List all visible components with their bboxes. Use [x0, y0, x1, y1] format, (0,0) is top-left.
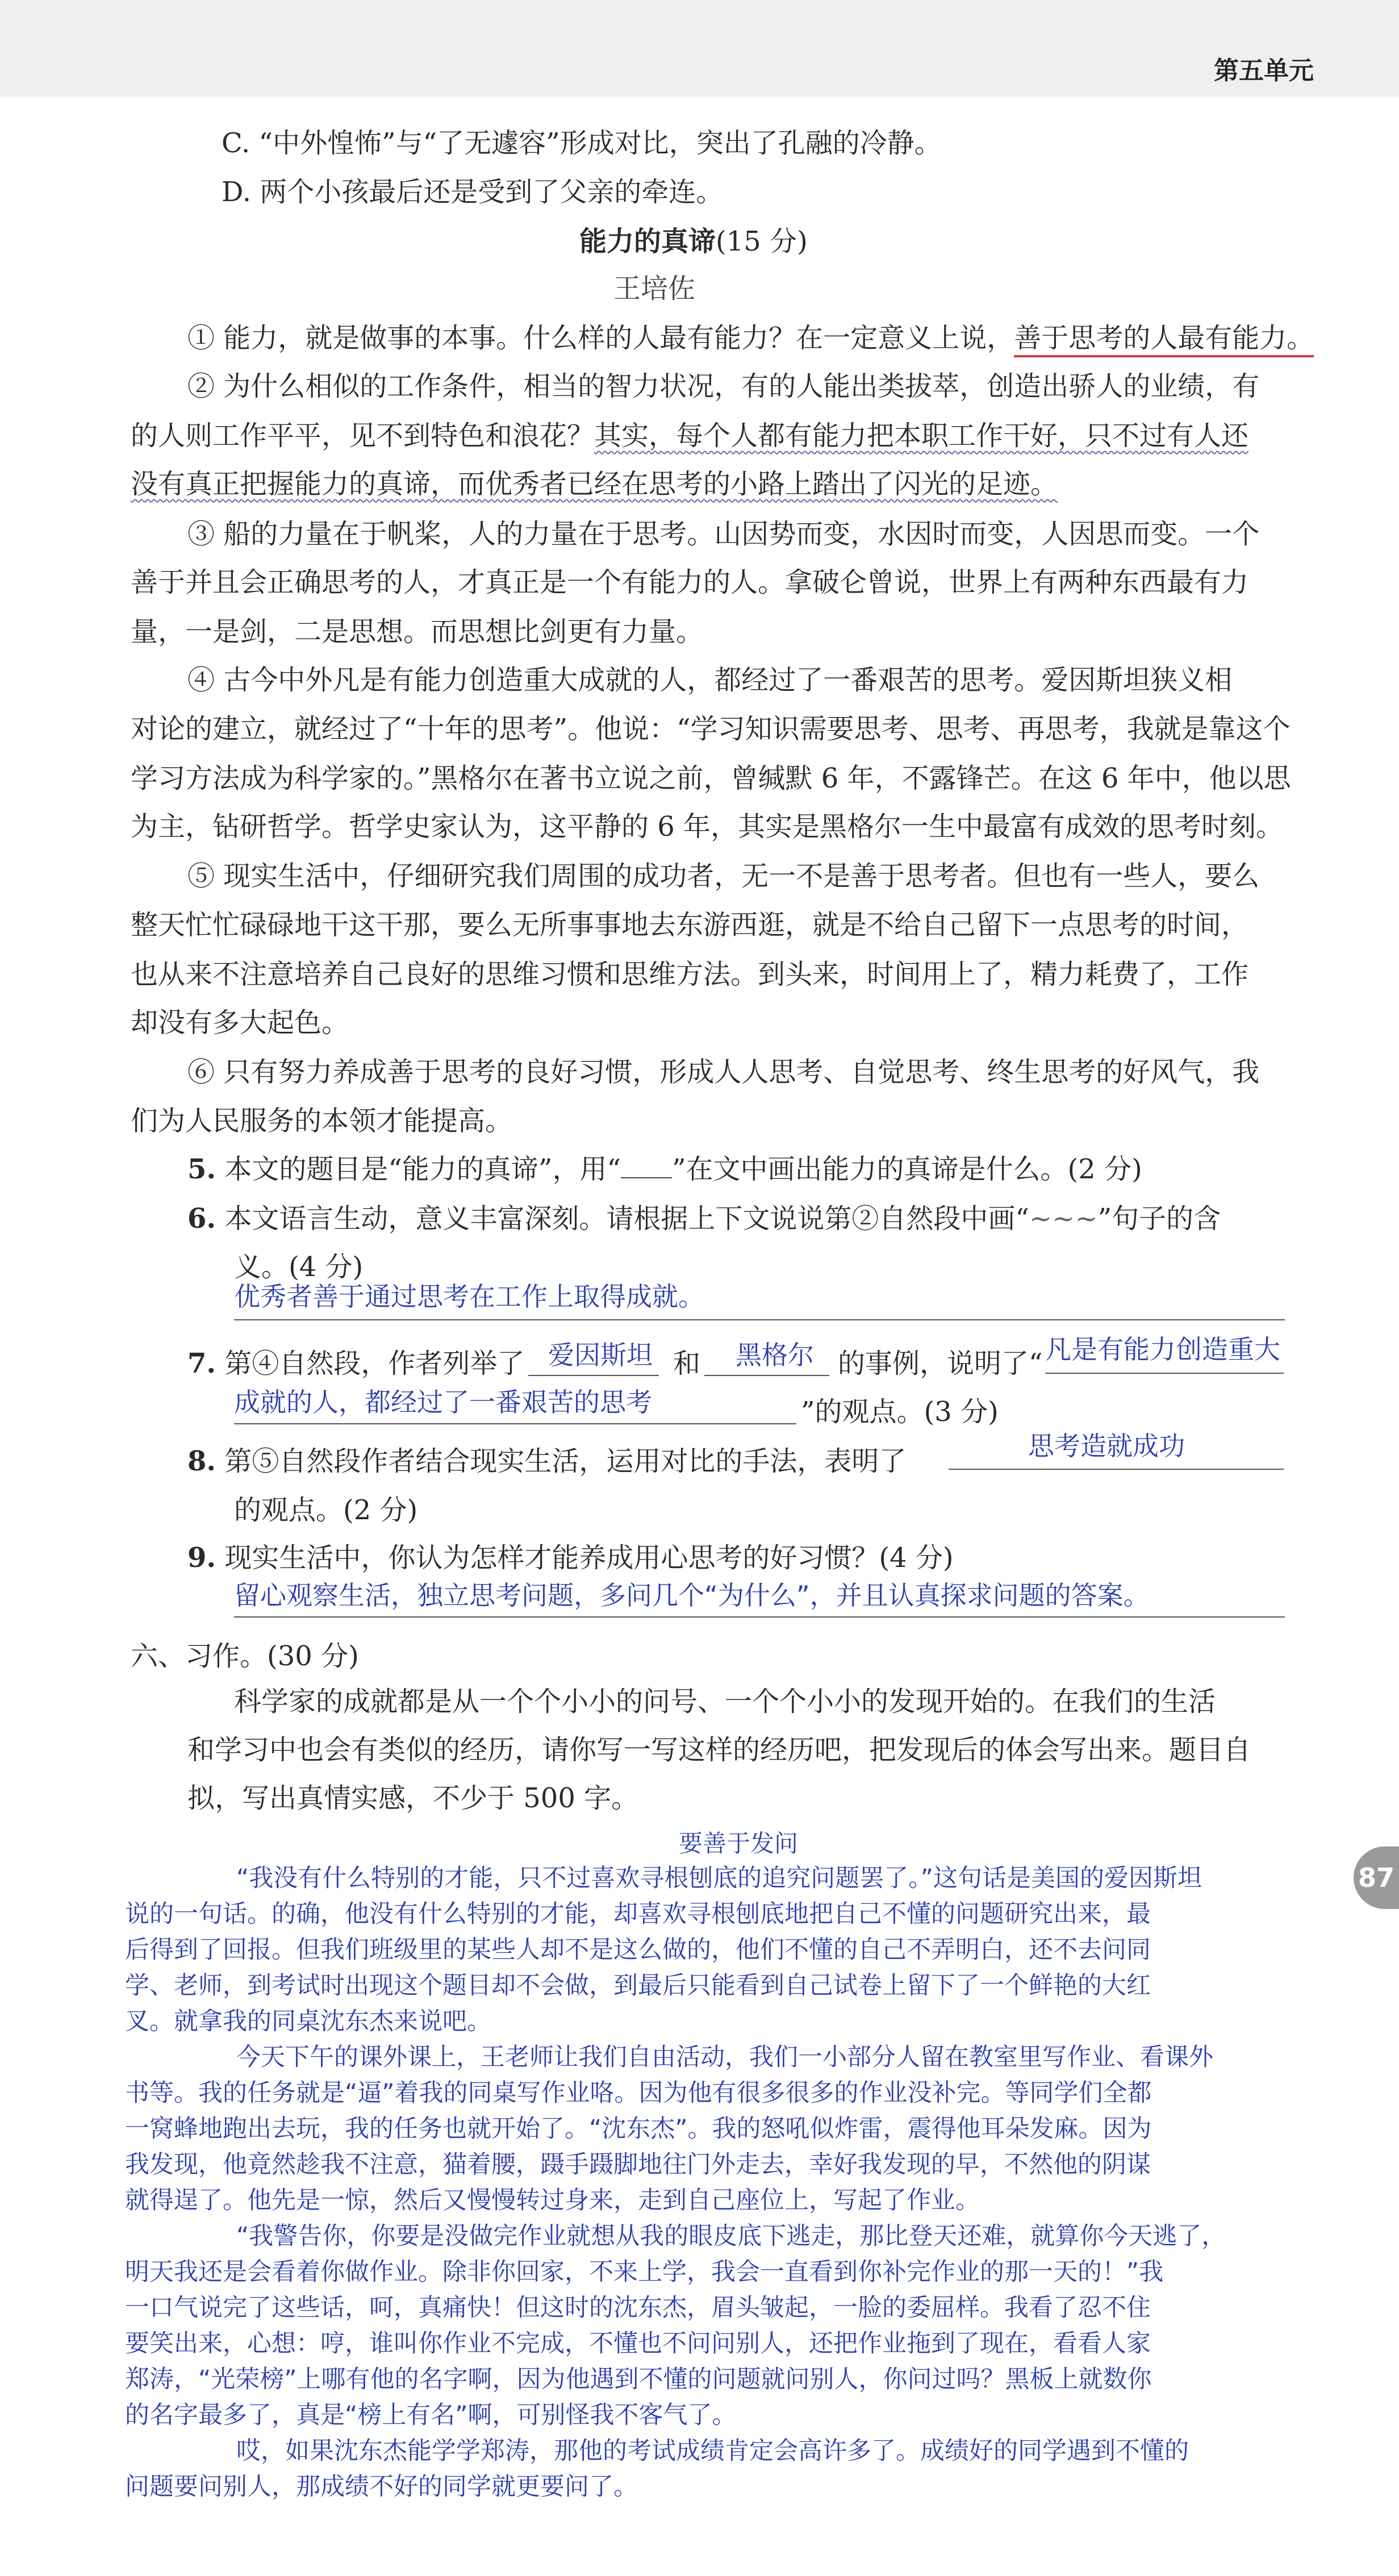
p6-line-1: ⑥ 只有努力养成善于思考的良好习惯，形成人人思考、自觉思考、终生思考的好风气，我	[187, 1056, 1260, 1088]
essay-body	[125, 1861, 1301, 2505]
q7-blank-1	[528, 1375, 659, 1376]
q7-number: 7.	[187, 1348, 216, 1379]
p2-line-1: ② 为什么相似的工作条件，相当的智力状况，有的人能出类拔萃，创造出骄人的业绩，有	[187, 370, 1260, 402]
q6-text-b: ”句子的含	[1097, 1203, 1221, 1235]
p3-line-3: 量，一是剑，二是思想。而思想比剑更有力量。	[131, 616, 704, 648]
q9-number: 9.	[187, 1542, 216, 1574]
p4-line-4: 为主，钻研哲学。哲学史家认为，这平静的 6 年，其实是黑格尔一生中最富有成效的思考时刻。	[131, 811, 1284, 843]
q7-text-c: ”的观点。(3 分)	[801, 1396, 999, 1428]
article-title-line	[579, 224, 808, 259]
p1-text: ① 能力，就是做事的本事。什么样的人最有能力？在一定意义上说，	[187, 322, 1014, 354]
question-7	[187, 1347, 524, 1381]
essay-line: 叉。就拿我的同桌沈东杰来说吧。	[125, 2007, 491, 2036]
p4-line-1: ④ 古今中外凡是有能力创造重大成就的人，都经过了一番艰苦的思考。爱因斯坦狭义相	[187, 664, 1233, 696]
question-5	[187, 1152, 1142, 1186]
question-9	[187, 1541, 954, 1575]
p2-text: 的人则工作平平，见不到特色和浪花？	[131, 420, 595, 452]
q7-text-a: 第④自然段，作者列举了	[224, 1348, 525, 1379]
q5-underline-sample	[621, 1177, 672, 1178]
p5-line-3: 也从来不注意培养自己良好的思维习惯和思维方法。到头来，时间用上了，精力耗费了，工作	[131, 958, 1249, 990]
q7-blank-3b	[234, 1423, 796, 1424]
q8-line-2: 的观点。(2 分)	[234, 1494, 418, 1526]
option-c: C. “中外惶怖”与“了无遽容”形成对比，突出了孔融的冷静。	[222, 127, 942, 159]
essay-line: 问题要问别人，那成绩不好的同学就更要问了。	[125, 2473, 638, 2501]
essay-line: 书等。我的任务就是“逼”着我的同桌写作业咯。因为他有很多很多的作业没补完。等同学们全都	[125, 2079, 1152, 2107]
option-d: D. 两个小孩最后还是受到了父亲的牵连。	[222, 176, 724, 208]
q8-answer: 思考造就成功	[1028, 1431, 1185, 1461]
q7-text-b: 的事例，说明了“	[838, 1348, 1043, 1379]
p3-line-1: ③ 船的力量在于帆桨，人的力量在于思考。山因势而变，水因时而变，人因思而变。一个	[187, 518, 1260, 550]
essay-line: 郑涛，“光荣榜”上哪有他的名字啊，因为他遇到不懂的问题就问别人，你问过吗？黑板上就数你	[125, 2365, 1152, 2394]
essay-line: 学、老师，到考试时出现这个题目却不会做，到最后只能看到自己试卷上留下了一个鲜艳的大红	[125, 1971, 1151, 2000]
q6-answer-line	[234, 1319, 1285, 1320]
essay-line: 今天下午的课外课上，王老师让我们自由活动，我们一小部分人留在教室里写作业、看课外	[236, 2043, 1213, 2071]
p1-underlined-sentence: 善于思考的人最有能力。	[1014, 322, 1314, 357]
paragraph-1	[187, 321, 1314, 355]
essay-line: 的名字最多了，真是“榜上有名”啊，可别怪我不客气了。	[125, 2401, 737, 2429]
q6-text-a: 本文语言生动，意义丰富深刻。请根据上下文说说第②自然段中画“	[224, 1203, 1029, 1235]
p2-line-3	[131, 467, 1058, 501]
q8-text-a: 第⑤自然段作者结合现实生活，运用对比的手法，表明了	[224, 1445, 907, 1477]
q7-blank-3a	[1045, 1373, 1284, 1374]
article-score: (15 分)	[716, 226, 808, 257]
p6-line-2: 们为人民服务的本领才能提高。	[131, 1105, 513, 1137]
section-6-line-3: 拟，写出真情实感，不少于 500 字。	[187, 1782, 639, 1814]
essay-line: “我警告你，你要是没做完作业就想从我的眼皮底下逃走，那比登天还难，就算你今天逃了，	[236, 2222, 1226, 2250]
q7-answer-2: 黑格尔	[736, 1340, 814, 1370]
q6-line-2: 义。(4 分)	[234, 1251, 364, 1283]
section-6-line-1: 科学家的成就都是从一个个小小的问号、一个个小小的发现开始的。在我们的生活	[234, 1686, 1216, 1718]
essay-line: 哎，如果沈东杰能学学郑涛，那他的考试成绩肯定会高许多了。成绩好的同学遇到不懂的	[236, 2437, 1189, 2465]
p4-line-3: 学习方法成为科学家的。”黑格尔在著书立说之前，曾缄默 6 年，不露锋芒。在这 6 年中，他以思	[131, 762, 1291, 794]
q7-answer-1: 爱因斯坦	[548, 1340, 653, 1370]
question-6	[187, 1202, 1221, 1236]
essay-line: 一窝蜂地跑出去玩，我的任务也就开始了。“沈东杰”。我的怒吼似炸雷，震得他耳朵发麻。因为	[125, 2115, 1152, 2143]
q9-answer-line	[234, 1616, 1285, 1618]
p5-line-2: 整天忙忙碌碌地干这干那，要么无所事事地去东游西逛，就是不给自己留下一点思考的时间，	[131, 909, 1249, 941]
article-title: 能力的真谛	[579, 226, 716, 257]
essay-title: 要善于发问	[679, 1829, 799, 1857]
q9-answer: 留心观察生活，独立思考问题，多问几个“为什么”，并且认真探求问题的答案。	[234, 1580, 1150, 1611]
essay-line: 要笑出来，心想：哼，谁叫你作业不完成，不懂也不问问别人，还把作业拖到了现在，看看人家	[125, 2329, 1151, 2358]
essay-line: 明天我还是会看着你做作业。除非你回家，不来上学，我会一直看到你补完作业的那一天的！”我	[125, 2258, 1164, 2286]
p5-line-4: 却没有多大起色。	[131, 1007, 349, 1039]
essay-line: 后得到了回报。但我们班级里的某些人却不是这么做的，他们不懂的自己不弄明白，还不去问同	[125, 1936, 1151, 1964]
q7-blank-2	[704, 1375, 829, 1376]
q6-number: 6.	[187, 1203, 216, 1235]
q7-and: 和	[673, 1348, 701, 1379]
p3-line-2: 善于并且会正确思考的人，才真正是一个有能力的人。拿破仑曾说，世界上有两种东西最有力	[131, 566, 1249, 598]
essay-line: 我发现，他竟然趁我不注意，猫着腰，蹑手蹑脚地往门外走去，幸好我发现的早，不然他的阴谋	[125, 2150, 1151, 2179]
q5-text-b: ”在文中画出能力的真谛是什么。(2 分)	[672, 1153, 1142, 1185]
essay-line: 一口气说完了这些话，呵，真痛快！但这时的沈东杰，眉头皱起，一脸的委屈样。我看了忍不住	[125, 2294, 1151, 2322]
q6-answer: 优秀者善于通过思考在工作上取得成就。	[234, 1281, 704, 1312]
q8-blank	[949, 1469, 1284, 1470]
essay-line: 就得逞了。他先是一惊，然后又慢慢转过身来，走到自己座位上，写起了作业。	[125, 2186, 980, 2215]
q7-answer-3b: 成就的人，都经过了一番艰苦的思考	[234, 1387, 652, 1418]
section-6-heading: 六、习作。(30 分)	[131, 1640, 359, 1672]
page-header-band	[0, 0, 1399, 97]
q7-answer-3a: 凡是有能力创造重大	[1045, 1334, 1280, 1365]
question-8	[187, 1444, 906, 1478]
essay-line: 说的一句话。的确，他没有什么特别的才能，却喜欢寻根刨底地把自己不懂的问题研究出来，最	[125, 1900, 1151, 1928]
q8-number: 8.	[187, 1445, 216, 1477]
section-6-line-2: 和学习中也会有类似的经历，请你写一写这样的经历吧，把发现后的体会写出来。题目自	[187, 1734, 1251, 1766]
q5-text-a: 本文的题目是“能力的真谛”，用“	[224, 1153, 621, 1185]
unit-label: 第五单元	[1214, 56, 1314, 85]
p2-wavy-sentence-b: 没有真正把握能力的真谛，而优秀者已经在思考的小路上踏出了闪光的足迹。	[131, 468, 1058, 500]
q5-number: 5.	[187, 1153, 216, 1185]
p5-line-1: ⑤ 现实生活中，仔细研究我们周围的成功者，无一不是善于思考者。但也有一些人，要么	[187, 860, 1260, 892]
q6-wavy-sample: ~~~	[1029, 1203, 1098, 1235]
article-author: 王培佐	[613, 273, 696, 305]
page-number: 87	[1354, 1846, 1399, 1909]
q9-text: 现实生活中，你认为怎样才能养成用心思考的好习惯？(4 分)	[224, 1542, 954, 1574]
p4-line-2: 对论的建立，就经过了“十年的思考”。他说：“学习知识需要思考、思考、再思考，我就是靠这个	[131, 713, 1291, 745]
p2-line-2	[131, 419, 1248, 453]
essay-line: “我没有什么特别的才能，只不过喜欢寻根刨底的追究问题罢了。”这句话是美国的爱因斯坦	[236, 1864, 1202, 1893]
p2-wavy-sentence-a: 其实，每个人都有能力把本职工作干好，只不过有人还	[594, 420, 1249, 452]
